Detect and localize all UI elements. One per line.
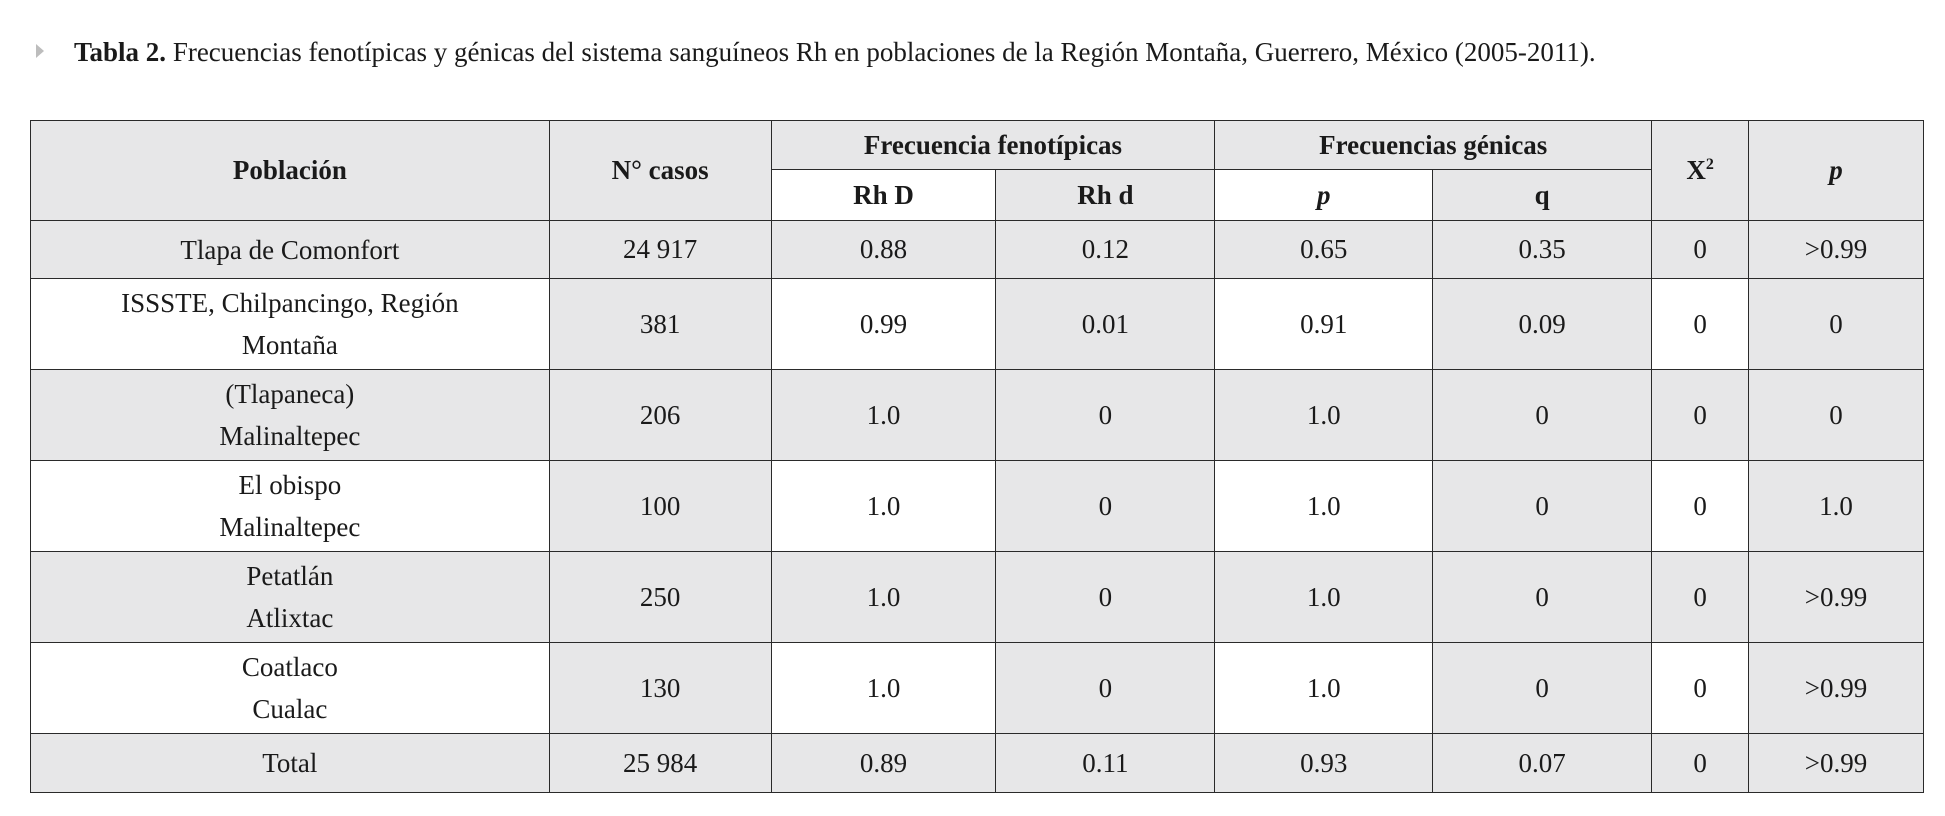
- cell-poblacion: [31, 279, 550, 370]
- caption-text: Frecuencias fenotípicas y génicas del sistema sanguíneos Rh en poblaciones de la Región Montaña, Guerrero, México (2005-2011).: [166, 37, 1596, 67]
- cell-poblacion: [31, 221, 550, 279]
- caption-marker-icon: [36, 44, 44, 58]
- cell-p-value: 0: [1749, 370, 1924, 461]
- poblacion-line-1: Coatlaco: [241, 652, 338, 682]
- cell-x2: 0: [1652, 643, 1749, 734]
- cell-x2: 0: [1652, 279, 1749, 370]
- cell-q-gene: 0.07: [1433, 734, 1652, 793]
- header-p-gene: p: [1215, 170, 1433, 221]
- cell-x2: 0: [1652, 461, 1749, 552]
- cell-x2: 0: [1652, 552, 1749, 643]
- cell-q-gene: 0: [1433, 370, 1652, 461]
- table-row-total: [31, 734, 1924, 793]
- cell-rh-d-positive: 0.99: [771, 279, 996, 370]
- poblacion-line-1: Tlapa de Comonfort: [180, 234, 400, 265]
- poblacion-line-1: ISSSTE, Chilpancingo, Región: [121, 288, 459, 318]
- cell-rh-d-negative: 0: [996, 643, 1215, 734]
- cell-casos: 381: [549, 279, 771, 370]
- poblacion-line-2: Atlixtac: [246, 603, 334, 633]
- poblacion-line-2: Montaña: [241, 330, 338, 360]
- cell-poblacion: [31, 643, 550, 734]
- cell-poblacion: [31, 552, 550, 643]
- cell-p-value: >0.99: [1749, 643, 1924, 734]
- table-row: [31, 279, 1924, 370]
- cell-rh-d-positive: 1.0: [771, 643, 996, 734]
- cell-rh-d-negative: 0.01: [996, 279, 1215, 370]
- cell-rh-d-negative: 0: [996, 370, 1215, 461]
- header-x2: [1652, 121, 1749, 221]
- cell-p-gene: 1.0: [1215, 643, 1433, 734]
- poblacion-line-2: Malinaltepec: [219, 421, 361, 451]
- header-poblacion: Población: [31, 121, 550, 221]
- table-row: [31, 643, 1924, 734]
- cell-rh-d-positive: 1.0: [771, 370, 996, 461]
- header-rh-d-negative: Rh d: [996, 170, 1215, 221]
- table-row: [31, 461, 1924, 552]
- header-p-value: p: [1749, 121, 1924, 221]
- cell-p-gene: 0.93: [1215, 734, 1433, 793]
- poblacion-line-2: Cualac: [252, 694, 328, 724]
- cell-p-value: 1.0: [1749, 461, 1924, 552]
- header-casos: N° casos: [549, 121, 771, 221]
- header-q-gene: q: [1433, 170, 1652, 221]
- table-row: [31, 552, 1924, 643]
- cell-casos: 130: [549, 643, 771, 734]
- cell-q-gene: 0.09: [1433, 279, 1652, 370]
- cell-rh-d-negative: 0: [996, 461, 1215, 552]
- cell-p-value: >0.99: [1749, 552, 1924, 643]
- table-caption: [36, 34, 1916, 70]
- header-x2-superscript: 2: [1705, 156, 1714, 173]
- cell-rh-d-positive: 0.89: [771, 734, 996, 793]
- poblacion-line-2: Malinaltepec: [219, 512, 361, 542]
- cell-x2: 0: [1652, 370, 1749, 461]
- header-rh-d-positive: Rh D: [771, 170, 996, 221]
- cell-rh-d-negative: 0: [996, 552, 1215, 643]
- cell-p-gene: 1.0: [1215, 370, 1433, 461]
- table-row: [31, 221, 1924, 279]
- cell-q-gene: 0: [1433, 643, 1652, 734]
- cell-rh-d-negative: 0.12: [996, 221, 1215, 279]
- header-fenotipicas: Frecuencia fenotípicas: [771, 121, 1215, 170]
- cell-casos: 24 917: [549, 221, 771, 279]
- poblacion-line-1: El obispo: [238, 470, 342, 500]
- cell-poblacion: [31, 461, 550, 552]
- poblacion-line-1: (Tlapaneca): [225, 379, 355, 409]
- cell-q-gene: 0: [1433, 461, 1652, 552]
- cell-casos: 25 984: [549, 734, 771, 793]
- cell-rh-d-positive: 1.0: [771, 552, 996, 643]
- cell-p-gene: 0.65: [1215, 221, 1433, 279]
- header-x2-letter: X: [1686, 155, 1706, 185]
- cell-rh-d-positive: 1.0: [771, 461, 996, 552]
- cell-casos: 206: [549, 370, 771, 461]
- cell-p-gene: 1.0: [1215, 552, 1433, 643]
- cell-x2: 0: [1652, 734, 1749, 793]
- cell-q-gene: 0: [1433, 552, 1652, 643]
- cell-poblacion: [31, 370, 550, 461]
- header-genicas: Frecuencias génicas: [1215, 121, 1652, 170]
- table-row: [31, 370, 1924, 461]
- cell-rh-d-negative: 0.11: [996, 734, 1215, 793]
- cell-p-gene: 1.0: [1215, 461, 1433, 552]
- cell-x2: 0: [1652, 221, 1749, 279]
- cell-q-gene: 0.35: [1433, 221, 1652, 279]
- poblacion-line-1: Total: [262, 748, 318, 778]
- cell-p-gene: 0.91: [1215, 279, 1433, 370]
- cell-p-value: >0.99: [1749, 734, 1924, 793]
- caption-label: Tabla 2.: [74, 37, 167, 67]
- cell-p-value: >0.99: [1749, 221, 1924, 279]
- cell-casos: 250: [549, 552, 771, 643]
- cell-rh-d-positive: 0.88: [771, 221, 996, 279]
- cell-poblacion: [31, 734, 550, 793]
- rh-frequency-table: [30, 120, 1924, 793]
- poblacion-line-1: Petatlán: [246, 561, 334, 591]
- cell-casos: 100: [549, 461, 771, 552]
- cell-p-value: 0: [1749, 279, 1924, 370]
